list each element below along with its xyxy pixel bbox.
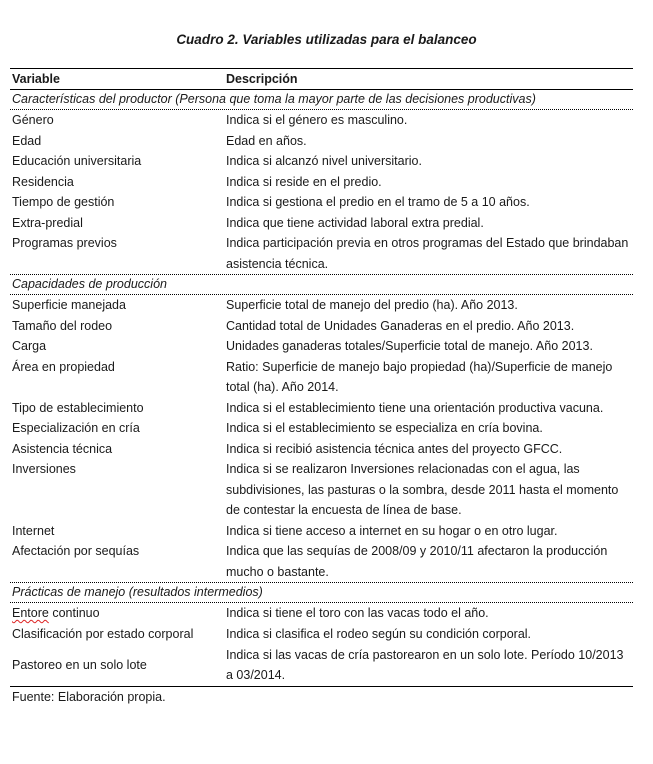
row-variable: Tamaño del rodeo — [12, 318, 113, 333]
row-description: Indica si tiene el toro con las vacas todo el año. — [226, 606, 489, 620]
row-variable: Internet — [12, 523, 55, 538]
table-header-row — [10, 69, 633, 89]
table-row — [10, 603, 633, 624]
table-row — [10, 398, 633, 419]
table-source-note: Fuente: Elaboración propia. — [12, 689, 166, 704]
table-row — [10, 192, 633, 213]
row-variable: Asistencia técnica — [12, 441, 113, 456]
row-variable: Programas previos — [12, 236, 117, 250]
table-row — [10, 151, 633, 172]
row-variable: Pastoreo en un solo lote — [12, 657, 147, 672]
spellcheck-flagged-word: Entore — [12, 606, 49, 620]
table-row — [10, 439, 633, 460]
row-variable: Residencia — [12, 174, 74, 189]
row-variable: Superficie manejada — [12, 298, 126, 312]
row-description: Edad en años. — [226, 133, 307, 148]
table-row — [10, 418, 633, 439]
row-description: Indica que tiene actividad laboral extra predial. — [226, 215, 484, 230]
row-description: Indica si el género es masculino. — [226, 113, 408, 127]
row-variable: Carga — [12, 339, 47, 353]
table-row — [10, 233, 633, 274]
row-description: Indica si gestiona el predio en el tramo de 5 a 10 años. — [226, 195, 530, 209]
row-description: Indica participación previa en otros programas del Estado que brindaban asistencia técnica. — [226, 236, 629, 271]
row-description: Indica si el establecimiento se especializa en cría bovina. — [226, 421, 543, 435]
row-description: Indica si clasifica el rodeo según su condición corporal. — [226, 627, 532, 641]
row-description: Indica si el establecimiento tiene una orientación productiva vacuna. — [226, 400, 604, 415]
row-variable: Edad — [12, 133, 42, 148]
table-row — [10, 316, 633, 337]
row-description: Indica si se realizaron Inversiones relacionadas con el agua, las subdivisiones, las pasturas o la sombra, desde 2011 hasta el momento de contestar la encuesta de línea de base. — [226, 462, 619, 517]
header-description: Descripción — [226, 72, 298, 86]
row-description: Indica si las vacas de cría pastorearon en un solo lote. Período 10/2013 a 03/2014. — [226, 647, 624, 682]
table-row — [10, 541, 633, 582]
row-description: Indica si reside en el predio. — [226, 174, 382, 189]
row-variable: Tipo de establecimiento — [12, 400, 144, 415]
row-description: Indica que las sequías de 2008/09 y 2010/11 afectaron la producción mucho o bastante. — [226, 544, 608, 579]
row-description: Unidades ganaderas totales/Superficie total de manejo. Año 2013. — [226, 339, 593, 353]
row-variable: Clasificación por estado corporal — [12, 627, 194, 641]
row-variable-rest: continuo — [48, 606, 100, 620]
row-variable: Género — [12, 113, 54, 127]
row-description: Indica si tiene acceso a internet en su hogar o en otro lugar. — [226, 523, 558, 538]
row-description: Cantidad total de Unidades Ganaderas en el predio. Año 2013. — [226, 318, 575, 333]
row-description: Superficie total de manejo del predio (ha). Año 2013. — [226, 298, 518, 312]
table-row — [10, 172, 633, 193]
row-variable: Especialización en cría — [12, 421, 140, 435]
row-variable: Área en propiedad — [12, 359, 115, 374]
table-row — [10, 295, 633, 316]
row-variable: Educación universitaria — [12, 154, 142, 168]
section-title: Características del productor (Persona que toma la mayor parte de las decisiones productivas) — [12, 92, 536, 106]
table-caption: Cuadro 2. Variables utilizadas para el balanceo — [176, 32, 477, 47]
row-description: Indica si recibió asistencia técnica antes del proyecto GFCC. — [226, 441, 563, 456]
variables-table — [10, 68, 633, 704]
row-variable: Tiempo de gestión — [12, 195, 115, 209]
table-row — [10, 336, 633, 357]
table-row — [10, 110, 633, 131]
table-row — [10, 357, 633, 398]
table-row — [10, 624, 633, 645]
table-row — [10, 213, 633, 234]
row-variable — [10, 603, 226, 624]
row-variable: Extra-predial — [12, 215, 83, 230]
row-variable: Inversiones — [12, 462, 76, 476]
table-row — [10, 521, 633, 542]
header-variable: Variable — [12, 72, 60, 86]
row-variable: Afectación por sequías — [12, 544, 140, 558]
table-row — [10, 459, 633, 521]
row-description: Ratio: Superficie de manejo bajo propiedad (ha)/Superficie de manejo total (ha). Año 2014. — [226, 359, 613, 394]
row-description: Indica si alcanzó nivel universitario. — [226, 154, 422, 168]
section-title: Capacidades de producción — [12, 277, 167, 291]
bottom-rule — [10, 686, 633, 687]
table-row — [10, 645, 633, 686]
table-row — [10, 131, 633, 152]
section-title: Prácticas de manejo (resultados intermedios) — [12, 585, 263, 599]
